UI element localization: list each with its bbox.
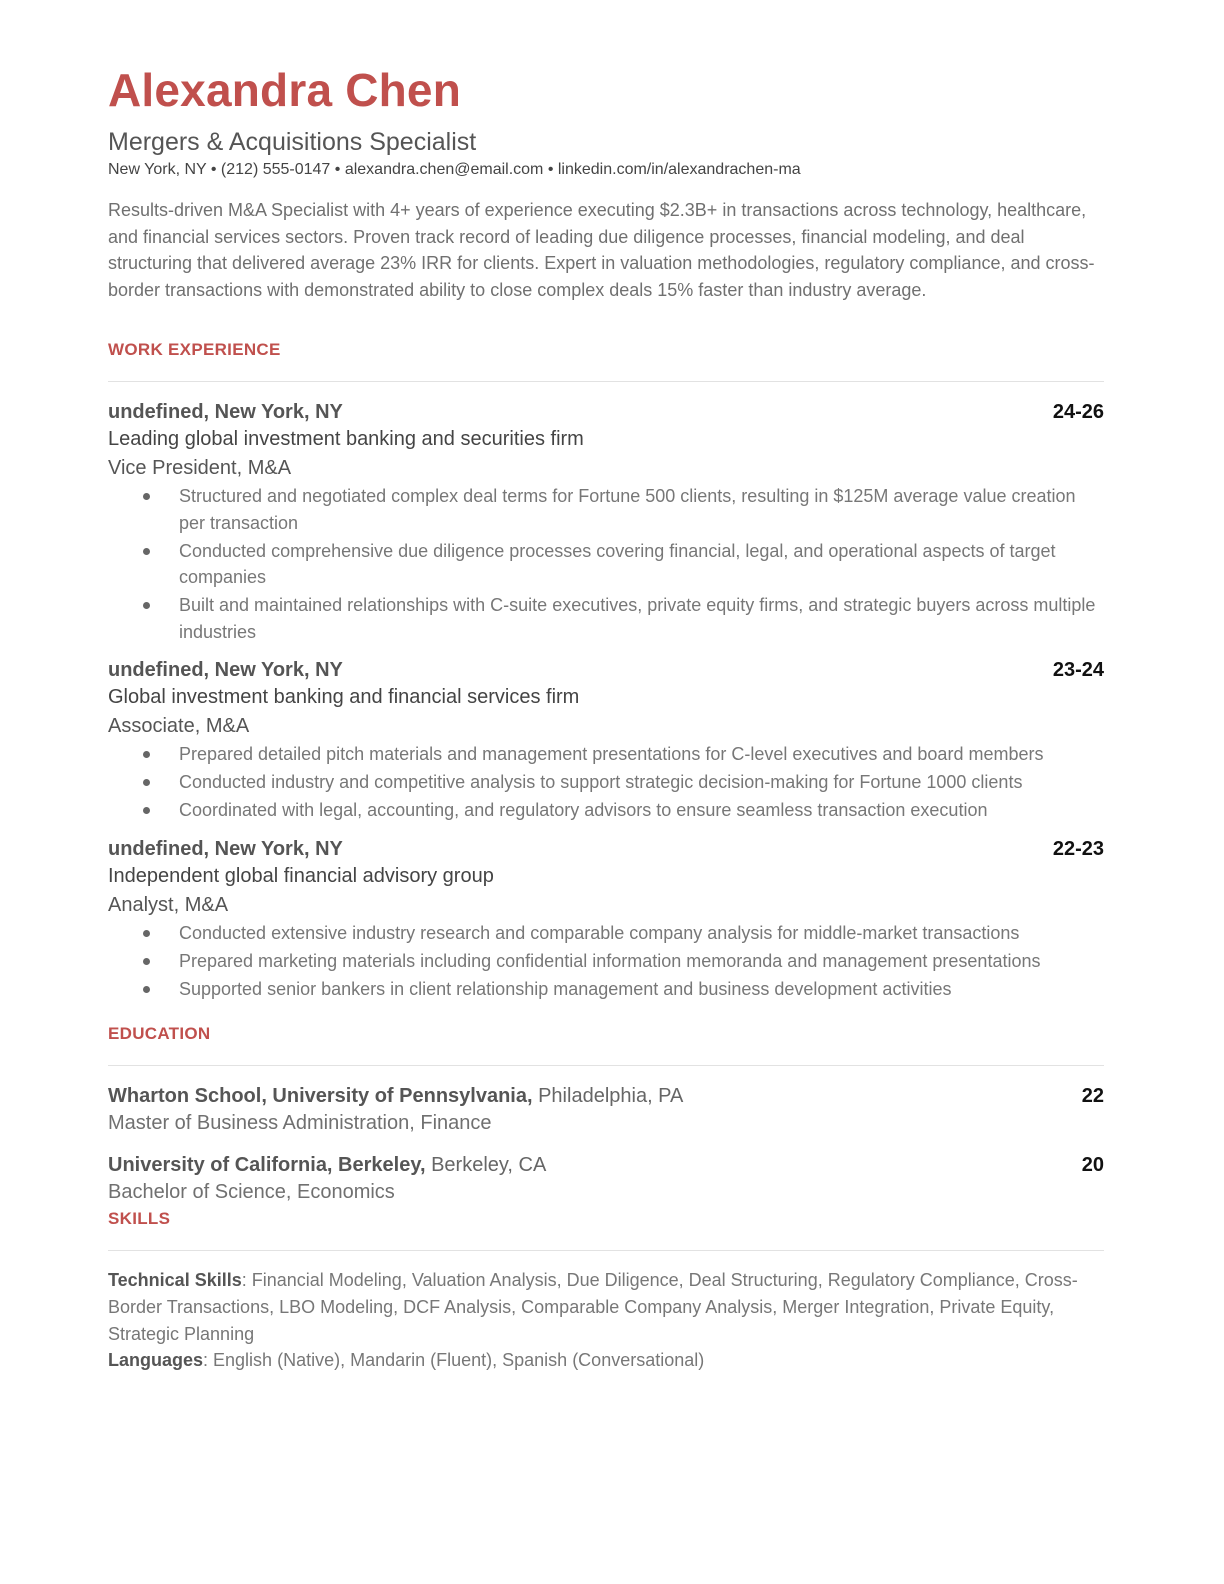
- job-bullet-text: Prepared detailed pitch materials and management presentations for C-level executives and board members: [179, 744, 1044, 765]
- job-role: Vice President, M&A: [108, 457, 292, 480]
- edu-school: Wharton School, University of Pennsylvania,: [108, 1085, 533, 1108]
- job-entry: [108, 836, 1104, 1003]
- section-divider: [108, 1250, 1104, 1251]
- education-entry: [108, 1152, 1104, 1207]
- contact-line: New York, NY • (212) 555-0147 • alexandra.chen@email.com • linkedin.com/in/alexandrachen-ma: [108, 161, 801, 178]
- job-entry: [108, 399, 1104, 645]
- languages-list: : English (Native), Mandarin (Fluent), Spanish (Conversational): [203, 1350, 705, 1371]
- skills-heading: SKILLS: [108, 1209, 171, 1229]
- edu-location: Berkeley, CA: [431, 1154, 547, 1177]
- job-bullet: [108, 976, 1104, 1003]
- edu-location: Philadelphia, PA: [538, 1085, 684, 1108]
- job-bullet: [108, 483, 1104, 536]
- education-section: [108, 1024, 1104, 1207]
- job-bullet-text: Conducted extensive industry research and comparable company analysis for middle-market transactions: [179, 922, 1020, 943]
- job-bullet-text: Prepared marketing materials including confidential information memoranda and management presentations: [179, 950, 1041, 971]
- candidate-name: Alexandra Chen: [108, 64, 462, 116]
- bullet-icon: [143, 779, 150, 786]
- bullet-icon: [143, 930, 150, 937]
- job-role: Associate, M&A: [108, 715, 250, 738]
- education-entry: [108, 1083, 1104, 1138]
- job-bullet-text: Built and maintained relationships with C-suite executives, private equity firms, and strategic buyers across multiple industries: [179, 595, 1096, 642]
- job-bullet: [108, 797, 1104, 824]
- job-dates: 22-23: [1052, 837, 1104, 860]
- technical-skills-label: Technical Skills: [108, 1270, 242, 1291]
- job-bullet-text: Coordinated with legal, accounting, and regulatory advisors to ensure seamless transaction execution: [179, 800, 988, 821]
- education-heading: EDUCATION: [108, 1024, 211, 1044]
- bullet-icon: [143, 807, 150, 814]
- job-bullet: [108, 592, 1104, 645]
- job-company-description: Independent global financial advisory group: [108, 864, 494, 887]
- job-bullet: [108, 948, 1104, 975]
- job-company: undefined, New York, NY: [108, 837, 343, 860]
- job-role: Analyst, M&A: [108, 893, 229, 916]
- work-experience-section: [108, 340, 1104, 1002]
- job-bullet: [108, 741, 1104, 768]
- job-company-description: Leading global investment banking and securities firm: [108, 428, 584, 451]
- resume-page: [108, 62, 1104, 1374]
- languages-label: Languages: [108, 1350, 204, 1371]
- technical-skills-list: : Financial Modeling, Valuation Analysis, Due Diligence, Deal Structuring, Regulatory Compliance, Cross-Border Transactions, LBO Modeling, DCF Analysis, Comparable Company Analysis, Merger Integration, Private Equity, Strategic Planning: [108, 1270, 1078, 1344]
- edu-year: 22: [1081, 1085, 1104, 1108]
- section-divider: [108, 381, 1104, 382]
- professional-summary: Results-driven M&A Specialist with 4+ years of experience executing $2.3B+ in transactions across technology, healthcare, and financial services sectors. Proven track record of leading due diligence processes, financial modeling, and deal structuring that delivered average 23% IRR for clients. Expert in valuation methodologies, regulatory compliance, and cross-border transactions with demonstrated ability to close complex deals 15% faster than industry average.: [108, 200, 1095, 300]
- job-company: undefined, New York, NY: [108, 401, 343, 424]
- edu-degree: Bachelor of Science, Economics: [108, 1181, 395, 1204]
- bullet-icon: [143, 986, 150, 993]
- edu-year: 20: [1081, 1154, 1104, 1177]
- bullet-icon: [143, 548, 150, 555]
- job-company-description: Global investment banking and financial services firm: [108, 686, 580, 709]
- job-bullet-text: Structured and negotiated complex deal terms for Fortune 500 clients, resulting in $125M average value creation per transaction: [179, 486, 1076, 533]
- job-bullet-text: Conducted industry and competitive analysis to support strategic decision-making for Fortune 1000 clients: [179, 772, 1023, 793]
- candidate-title: Mergers & Acquisitions Specialist: [108, 128, 477, 156]
- job-dates: 24-26: [1052, 401, 1104, 424]
- skills-section: [108, 1209, 1104, 1373]
- bullet-icon: [143, 751, 150, 758]
- technical-skills: [108, 1267, 1104, 1347]
- job-bullet: [108, 538, 1104, 591]
- job-entry: [108, 657, 1104, 824]
- job-bullet-text: Supported senior bankers in client relationship management and business development activities: [179, 978, 952, 999]
- edu-school: University of California, Berkeley,: [108, 1154, 426, 1177]
- job-bullet: [108, 769, 1104, 796]
- job-dates: 23-24: [1052, 659, 1104, 682]
- job-bullet-text: Conducted comprehensive due diligence processes covering financial, legal, and operational aspects of target companies: [179, 540, 1056, 588]
- bullet-icon: [143, 958, 150, 965]
- bullet-icon: [143, 602, 150, 609]
- job-bullet: [108, 920, 1104, 947]
- work-experience-heading: WORK EXPERIENCE: [108, 340, 281, 360]
- job-company: undefined, New York, NY: [108, 659, 343, 682]
- edu-degree: Master of Business Administration, Finance: [108, 1112, 492, 1135]
- bullet-icon: [143, 493, 150, 500]
- section-divider: [108, 1065, 1104, 1066]
- languages: [108, 1347, 1104, 1374]
